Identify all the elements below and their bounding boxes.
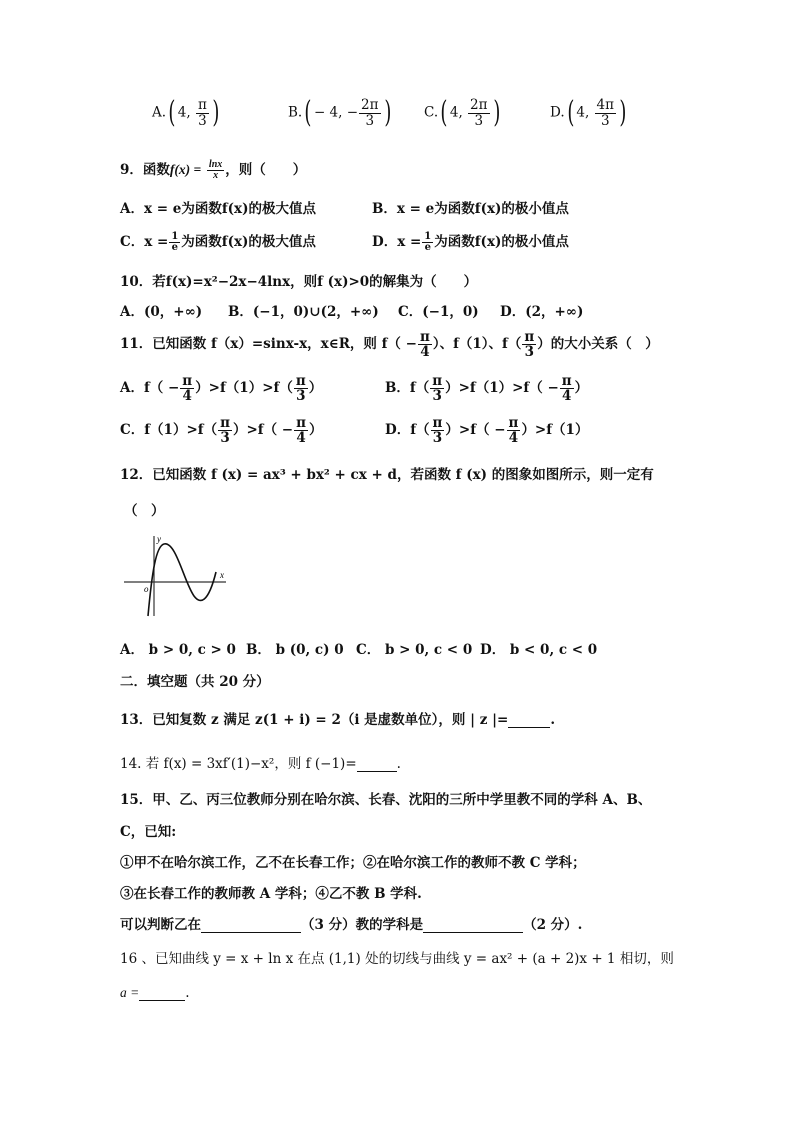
question-10-option-c: C．(−1，0) [398, 304, 479, 320]
y-axis-label: y [157, 534, 161, 544]
question-12-stem-cont: （ ） [124, 503, 165, 519]
answer-blank[interactable] [508, 727, 550, 728]
option-text: ）>f（1）>f（ − [445, 380, 559, 397]
question-15-line-5 [120, 913, 582, 933]
fraction [418, 330, 432, 359]
option-label: A. [152, 104, 167, 121]
q8-option-b: B.( − 4, − $\frac{2\pi}{3}$ ) [288, 95, 391, 130]
question-11-option-a [120, 374, 322, 403]
question-text: （3 分）教的学科是 [301, 917, 424, 933]
fraction [359, 98, 380, 127]
question-text: ，则（ ） [225, 162, 307, 178]
option-label: D. [550, 104, 565, 121]
function-graph [120, 532, 230, 620]
question-12-option-c: C． b > 0, c < 0 [356, 642, 473, 658]
denominator: 3 [432, 388, 442, 405]
option-value: 4, [177, 104, 191, 121]
question-text: 可以判断乙在 [120, 917, 201, 933]
question-16-line-1: 16 、已知曲线 y = x + ln x 在点 (1,1) 处的切线与曲线 y = ax² + (a + 2)x + 1 相切，则 [120, 951, 674, 967]
question-10-stem: 10．若f(x)=x²−2x−4lnx，则f (x)>0的解集为（ ） [120, 274, 478, 290]
fraction [522, 330, 536, 359]
minus-sign: − [346, 104, 359, 121]
section-heading: 二．填空题（共 20 分） [120, 674, 270, 690]
question-text: （2 分）. [523, 917, 583, 933]
option-value: 4, [449, 104, 463, 121]
question-16-line-2 [120, 985, 190, 1001]
question-12-option-a: A． b > 0, c > 0 [120, 642, 236, 658]
question-9-option-d [372, 230, 569, 254]
fraction [207, 160, 224, 182]
numerator: π [561, 373, 572, 389]
question-15-line-3: ①甲不在哈尔滨工作，乙不在长春工作；②在哈尔滨工作的教师不教 C 学科； [120, 855, 586, 871]
question-text: . [550, 712, 556, 728]
q8-option-c: C.( 4, $\frac{2\pi}{3}$ ) [424, 95, 500, 130]
option-text: ）>f（1）>f（ [195, 380, 293, 397]
question-15-line-1: 15．甲、乙、丙三位教师分别在哈尔滨、长春、沈阳的三所中学里教不同的学科 A、B、 [120, 792, 652, 808]
fraction [507, 416, 521, 445]
denominator: 3 [524, 344, 534, 361]
question-12-stem: 12．已知函数 f (x) = ax³ + bx² + cx + d，若函数 f (x) 的图象如图所示，则一定有 [120, 467, 654, 483]
numerator: π [432, 415, 443, 431]
question-10-option-b: B．(−1，0)∪(2，+∞) [228, 304, 379, 320]
denominator: e [171, 242, 178, 253]
option-text: B．f（ [385, 380, 430, 397]
denominator: 4 [296, 430, 306, 447]
question-12-option-b: B． b (0, c) 0 [246, 642, 344, 658]
fraction [595, 98, 616, 127]
denominator: 3 [198, 112, 207, 129]
fraction [180, 374, 194, 403]
question-text: ）、f（1）、f（ [432, 336, 522, 353]
numerator: π [220, 415, 230, 431]
question-9-stem [120, 158, 306, 182]
denominator: e [424, 242, 431, 253]
question-11-stem [120, 330, 659, 359]
denominator: 4 [562, 388, 572, 405]
numerator: π [432, 373, 443, 389]
option-label: C. [424, 104, 439, 121]
question-text: ）的大小关系（ ） [537, 336, 659, 353]
option-text: A．f（ − [120, 380, 180, 397]
fraction [294, 374, 308, 403]
numerator: 1 [424, 230, 432, 242]
question-text: 13．已知复数 z 满足 z(1 + i) = 2（i 是虚数单位），则 | z |= [120, 712, 509, 728]
numerator: π [419, 329, 430, 345]
fraction [218, 416, 232, 445]
denominator: x [213, 170, 219, 181]
question-text: a = [120, 985, 140, 1000]
question-9-option-c [120, 230, 316, 254]
question-12-option-d: D． b < 0, c < 0 [480, 642, 598, 658]
question-15-line-4: ③在长春工作的教师教 A 学科；④乙不教 B 学科. [120, 886, 422, 902]
option-text: ） [574, 380, 589, 397]
denominator: 4 [182, 388, 192, 405]
option-text: ）>f（ − [445, 422, 506, 439]
question-text: . [396, 756, 401, 772]
denominator: 3 [296, 388, 306, 405]
answer-blank-subject[interactable] [423, 932, 523, 933]
question-9-option-b: B．x = e为函数f(x)的极小值点 [372, 201, 569, 217]
question-text: 14. 若 f(x) = 3xf′(1)−x²，则 f (−1)= [120, 756, 357, 772]
numerator: π [296, 415, 306, 431]
numerator: 4π [596, 97, 615, 114]
cubic-curve [148, 544, 216, 616]
denominator: 3 [365, 112, 375, 129]
question-text: 11．已知函数 f（x）=sinx-x，x∈R，则 f（ − [120, 336, 417, 353]
fraction [196, 98, 209, 127]
option-text: C．x = [120, 234, 169, 250]
fraction [430, 374, 444, 403]
question-9-option-a: A．x = e为函数f(x)的极大值点 [120, 201, 316, 217]
numerator: 1 [171, 230, 179, 242]
x-axis-label: x [220, 570, 224, 580]
option-value: − 4, [313, 104, 343, 121]
option-value: 4, [576, 104, 590, 121]
answer-blank[interactable] [357, 771, 397, 772]
question-11-option-d [385, 416, 588, 445]
question-14 [120, 752, 401, 772]
numerator: 2π [361, 97, 379, 114]
numerator: π [295, 373, 306, 389]
numerator: π [182, 373, 193, 389]
fraction [294, 416, 308, 445]
option-text: D．x = [372, 234, 422, 250]
question-text: 9．函数 [120, 162, 170, 178]
option-text: ） [309, 422, 323, 439]
question-11-option-b [385, 374, 588, 403]
option-text: ） [308, 380, 323, 397]
denominator: 4 [508, 430, 519, 447]
option-text: ）>f（1） [521, 422, 589, 439]
denominator: 3 [432, 430, 443, 447]
q8-option-d: D.( 4, $\frac{4\pi}{3}$ ) [550, 95, 627, 130]
question-13 [120, 708, 555, 728]
option-text: 为函数f(x)的极大值点 [181, 234, 316, 250]
fraction [422, 232, 433, 254]
denominator: 3 [220, 430, 230, 447]
option-text: D．f（ [385, 422, 430, 439]
option-text: C．f（1）>f（ [120, 422, 218, 439]
numerator: π [508, 415, 519, 431]
q8-option-a: A.( 4, $\frac{\pi}{3}$ ) [152, 95, 220, 130]
fraction [169, 232, 180, 254]
numerator: π [197, 97, 207, 114]
question-15-line-2: C，已知: [120, 824, 177, 840]
denominator: 4 [420, 344, 430, 361]
question-text: . [185, 985, 190, 1001]
denominator: 3 [600, 112, 610, 129]
denominator: 3 [474, 112, 484, 129]
fraction [468, 98, 489, 127]
question-10-option-a: A．(0，+∞) [120, 304, 203, 320]
fraction [431, 416, 445, 445]
function-expr: f(x) = [169, 162, 202, 177]
origin-label: o [144, 584, 149, 594]
numerator: π [524, 329, 535, 345]
answer-blank-city[interactable] [201, 932, 301, 933]
option-text: ）>f（ − [232, 422, 294, 439]
option-text: 为函数f(x)的极小值点 [434, 234, 569, 250]
option-label: B. [288, 104, 303, 121]
question-10-option-d: D．(2，+∞) [500, 304, 584, 320]
numerator: 2π [470, 97, 488, 114]
numerator: lnx [208, 158, 223, 170]
fraction [560, 374, 574, 403]
answer-blank[interactable] [139, 1000, 185, 1001]
question-11-option-c [120, 416, 323, 445]
